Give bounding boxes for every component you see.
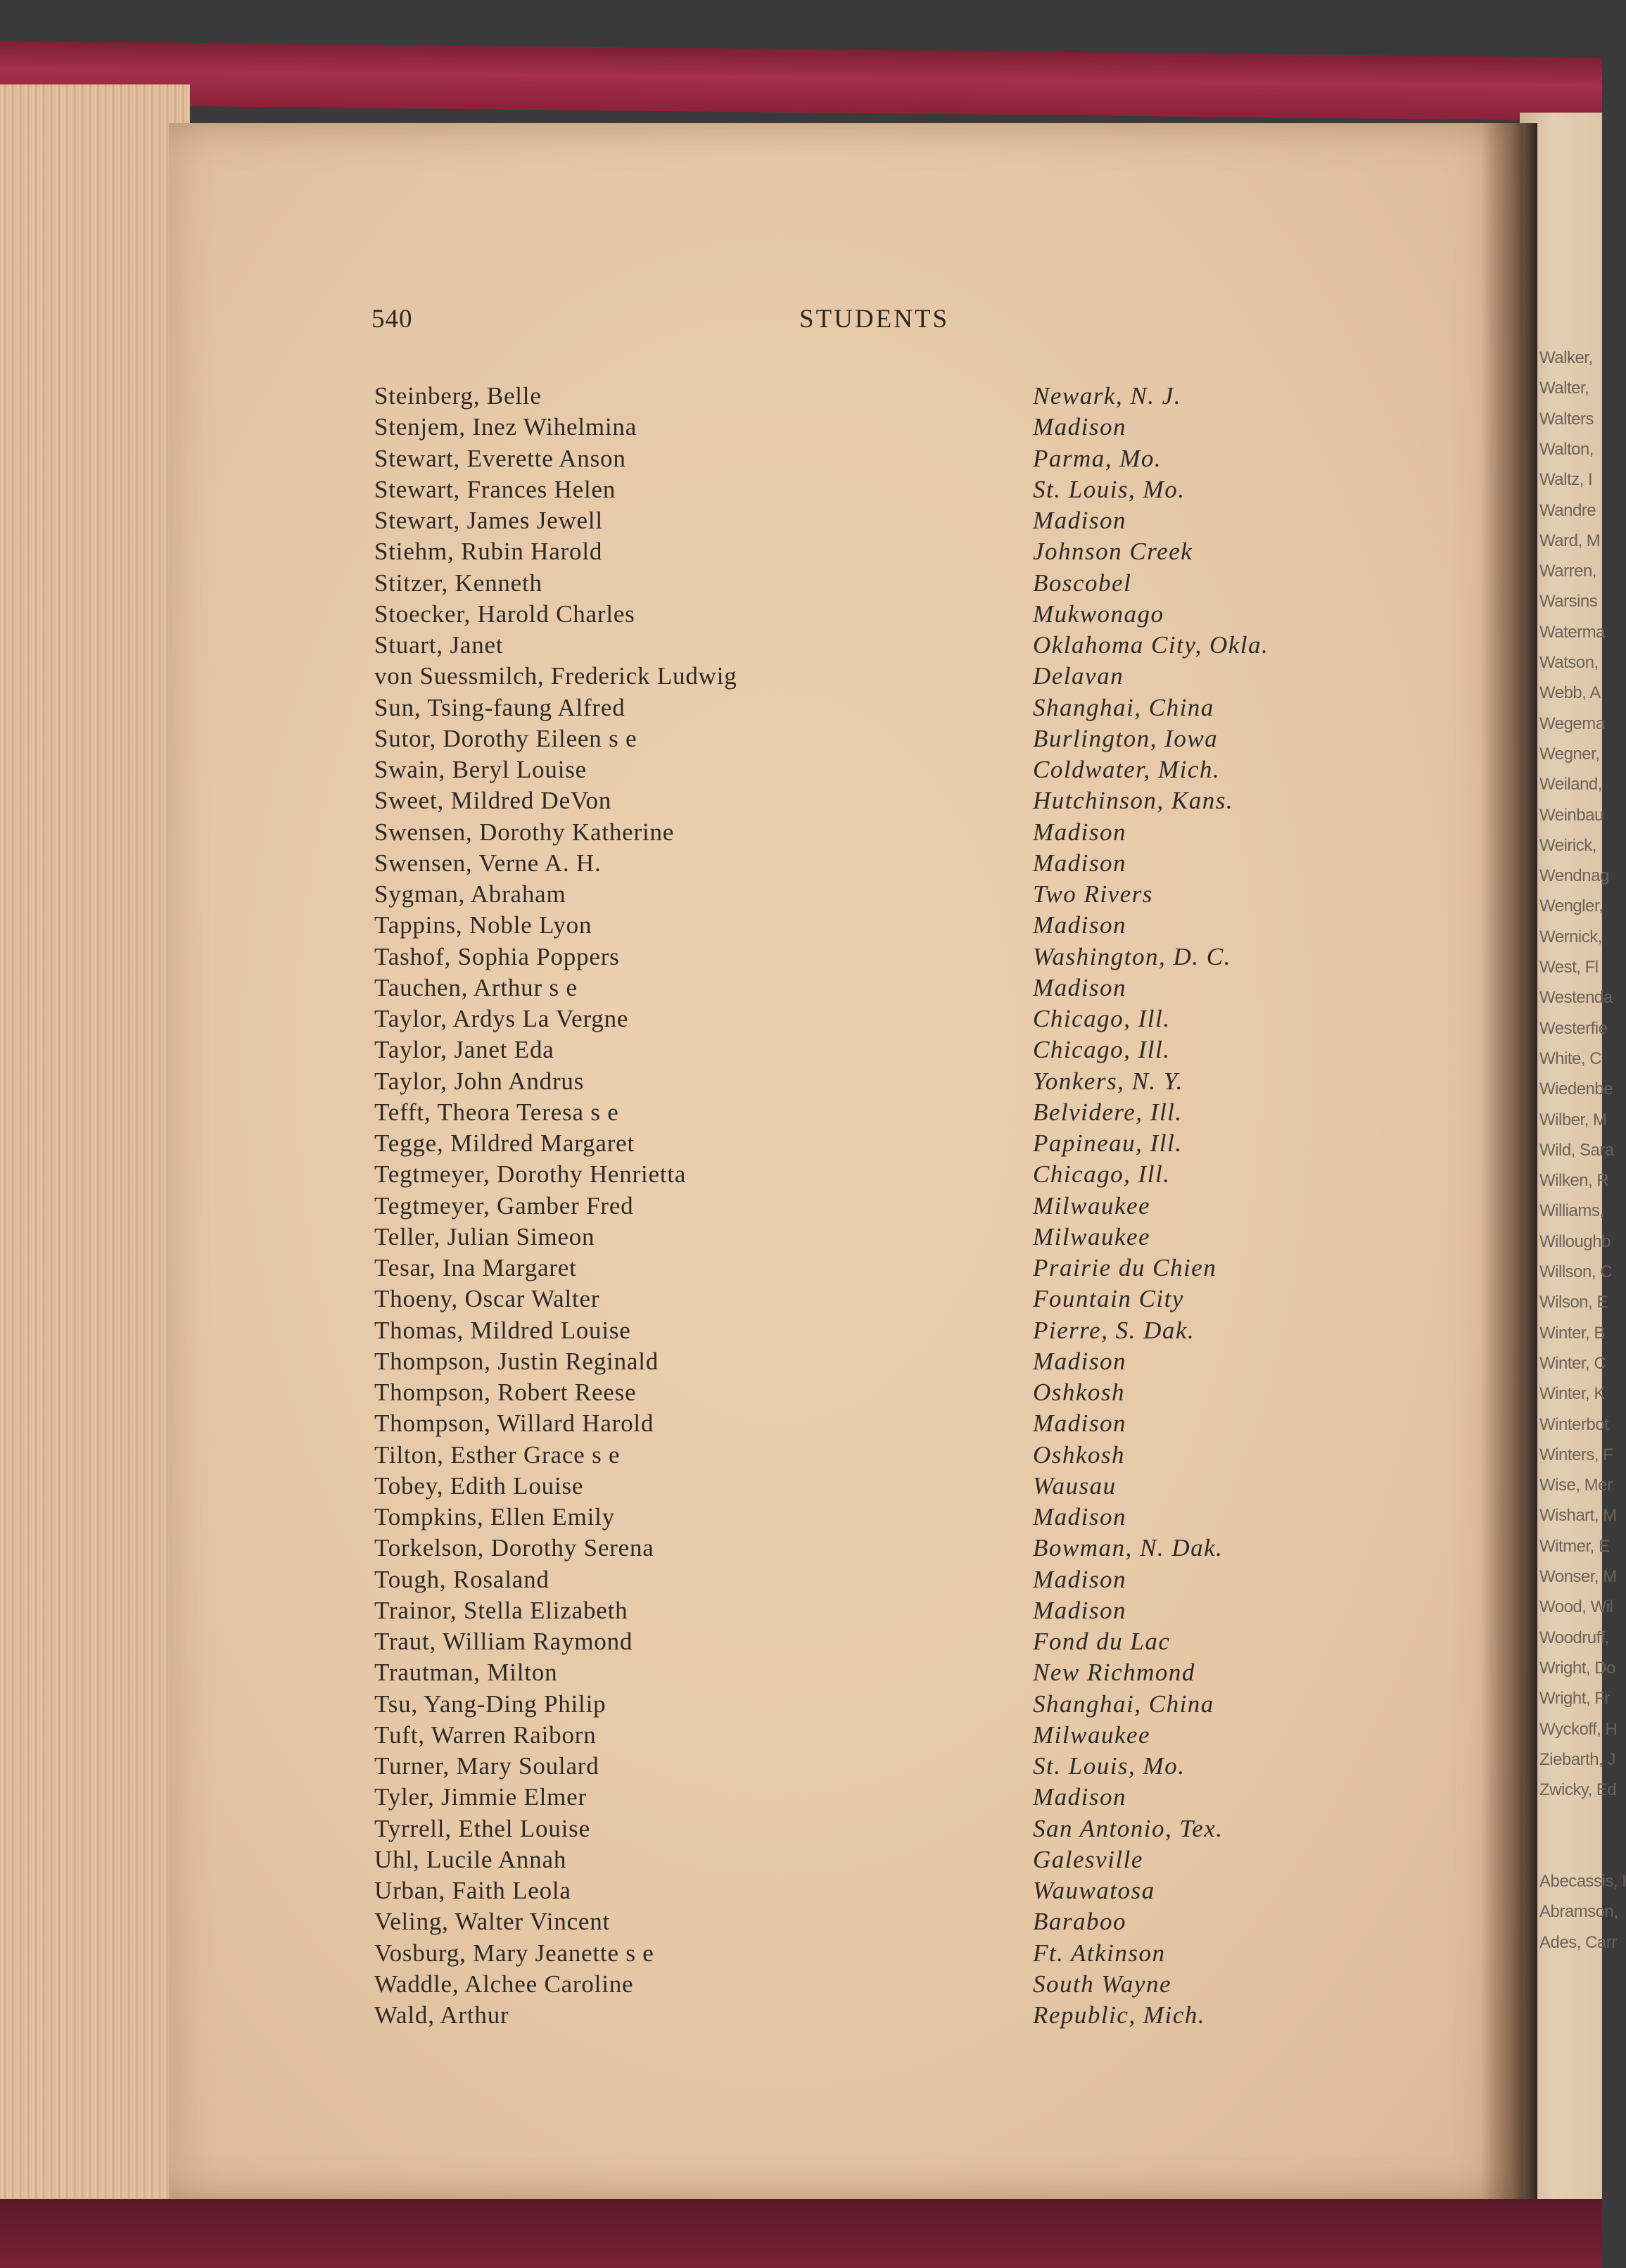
student-row (374, 474, 1359, 505)
student-row (374, 1097, 1359, 1128)
student-hometown: Madison (1033, 818, 1126, 846)
student-hometown: Ft. Atkinson (1033, 1939, 1166, 1967)
student-name: Tesar, Ina Margaret (374, 1254, 577, 1281)
student-row (374, 1502, 1359, 1533)
student-hometown: Bowman, N. Dak. (1033, 1534, 1224, 1562)
facing-page-fragment: Wonser, M (1539, 1567, 1617, 1586)
student-name: Uhl, Lucile Annah (374, 1845, 567, 1873)
student-hometown: Papineau, Ill. (1033, 1129, 1183, 1157)
facing-page-fragment: Watson, (1539, 653, 1599, 672)
student-row (374, 1657, 1359, 1688)
student-row (374, 942, 1359, 973)
student-hometown: Burlington, Iowa (1033, 724, 1219, 752)
student-name: Stewart, James Jewell (374, 507, 603, 534)
student-row (374, 1626, 1359, 1657)
student-hometown: Shanghai, China (1033, 693, 1214, 721)
student-name: Tefft, Theora Teresa s e (374, 1098, 619, 1126)
student-name: Stuart, Janet (374, 631, 504, 659)
student-row (374, 412, 1359, 443)
student-hometown: San Antonio, Tex. (1033, 1814, 1224, 1842)
student-hometown: New Richmond (1033, 1659, 1195, 1687)
facing-page-fragment: Wilber, M (1539, 1110, 1607, 1129)
student-row (374, 1906, 1359, 1937)
student-hometown: Wauwatosa (1033, 1877, 1155, 1904)
student-hometown: Chicago, Ill. (1033, 1005, 1171, 1032)
student-row (374, 2000, 1359, 2031)
student-row (374, 568, 1359, 599)
facing-page-fragment: Wood, Wil (1539, 1597, 1613, 1617)
student-hometown: Milwaukee (1033, 1222, 1151, 1250)
student-row (374, 817, 1359, 848)
facing-page-fragment: Wiedenbe (1539, 1079, 1613, 1099)
student-row (374, 1284, 1359, 1314)
student-row (374, 1471, 1359, 1502)
student-row (374, 381, 1359, 412)
student-row (374, 1689, 1359, 1720)
student-name: Sweet, Mildred DeVon (374, 787, 612, 815)
facing-page-fragment: Westenda (1539, 988, 1613, 1008)
student-row (374, 1253, 1359, 1284)
student-hometown: South Wayne (1033, 1970, 1171, 1998)
facing-page-fragment: Willson, C (1539, 1262, 1613, 1281)
facing-page-fragment: Abramson, (1539, 1902, 1618, 1922)
student-name: Taylor, John Andrus (374, 1067, 585, 1095)
student-row (374, 1191, 1359, 1222)
student-row (374, 1408, 1359, 1439)
student-name: Tompkins, Ellen Emily (374, 1503, 615, 1531)
student-row (374, 848, 1359, 879)
student-hometown: Fountain City (1033, 1285, 1184, 1313)
student-name: Swain, Beryl Louise (374, 756, 587, 783)
facing-page-fragment: Webb, A (1539, 683, 1601, 703)
student-row (374, 1128, 1359, 1159)
page-gutter-shadow (1481, 123, 1537, 2199)
student-row (374, 1938, 1359, 1969)
facing-page-fragment: Zwicky, Ed (1539, 1780, 1617, 1800)
student-row (374, 1222, 1359, 1253)
facing-page-fragment: Winter, C (1539, 1353, 1606, 1373)
facing-page-fragment: Winter, B (1539, 1323, 1605, 1343)
facing-page-fragment: Wegner, (1539, 744, 1600, 764)
binding-cloth-top (0, 41, 1602, 121)
student-row (374, 536, 1359, 567)
student-name: Thompson, Willard Harold (374, 1409, 654, 1438)
facing-page-fragment: Wild, Sara (1539, 1140, 1614, 1160)
facing-page-fragment: Weinbau (1539, 805, 1603, 825)
student-hometown: Madison (1033, 1503, 1126, 1531)
facing-page-fragment: Winterbot (1539, 1414, 1609, 1434)
student-list (374, 381, 1359, 2031)
student-hometown: Newark, N. J. (1033, 382, 1182, 410)
facing-page-fragment: Walter, (1539, 379, 1589, 398)
student-hometown: Madison (1033, 911, 1126, 939)
student-name: Thomas, Mildred Louise (374, 1316, 631, 1344)
facing-page-fragment: Westerfie (1539, 1018, 1608, 1038)
student-hometown: Boscobel (1033, 569, 1132, 597)
student-hometown: Washington, D. C. (1033, 942, 1231, 970)
facing-page-fragment: Wyckoff, H (1539, 1719, 1618, 1739)
facing-page-fragment: Wernick, (1539, 927, 1602, 946)
student-name: Traut, William Raymond (374, 1628, 633, 1655)
student-hometown: Madison (1033, 507, 1126, 534)
student-row (374, 1595, 1359, 1626)
student-name: Swensen, Dorothy Katherine (374, 818, 675, 846)
student-hometown: Baraboo (1033, 1908, 1126, 1936)
facing-page-fragment: Wandre (1539, 500, 1596, 520)
student-name: Sygman, Abraham (374, 880, 566, 908)
student-row (374, 910, 1359, 941)
facing-page-fragment: Warsins (1539, 592, 1598, 612)
student-name: von Suessmilch, Frederick Ludwig (374, 662, 737, 690)
student-name: Tegtmeyer, Dorothy Henrietta (374, 1160, 687, 1189)
facing-page-fragment: Waterma (1539, 622, 1605, 642)
facing-page-fragment: Ward, M (1539, 531, 1601, 550)
student-row (374, 1782, 1359, 1813)
facing-page-fragment: Weirick, (1539, 835, 1596, 855)
student-name: Stiehm, Rubin Harold (374, 538, 603, 566)
student-name: Thompson, Robert Reese (374, 1379, 637, 1406)
facing-page-fragment: West, Fl (1539, 958, 1599, 977)
student-hometown: Oshkosh (1033, 1379, 1126, 1406)
facing-page-fragment: White, C (1539, 1049, 1602, 1068)
facing-page-fragment: Wendnag (1539, 866, 1609, 886)
student-name: Tyler, Jimmie Elmer (374, 1783, 587, 1811)
student-name: Trainor, Stella Elizabeth (374, 1596, 628, 1624)
student-hometown: Pierre, S. Dak. (1033, 1316, 1195, 1344)
student-hometown: Johnson Creek (1033, 538, 1193, 566)
student-hometown: Fond du Lac (1033, 1628, 1171, 1655)
facing-page-fragment: Waltz, I (1539, 470, 1593, 490)
student-hometown: St. Louis, Mo. (1033, 1752, 1186, 1780)
facing-page-fragment: Wise, Mer (1539, 1476, 1613, 1495)
student-hometown: Coldwater, Mich. (1033, 756, 1221, 783)
student-hometown: Shanghai, China (1033, 1690, 1214, 1718)
student-hometown: Parma, Mo. (1033, 444, 1162, 472)
student-name: Teller, Julian Simeon (374, 1222, 595, 1250)
facing-page-fragment: Walton, (1539, 439, 1594, 459)
student-name: Sun, Tsing-faung Alfred (374, 693, 625, 721)
student-row (374, 505, 1359, 536)
page-number: 540 (371, 305, 413, 334)
student-name: Taylor, Ardys La Vergne (374, 1005, 629, 1032)
facing-page-fragment: Williams, (1539, 1201, 1604, 1221)
student-row (374, 723, 1359, 754)
student-row (374, 1440, 1359, 1471)
student-name: Stewart, Everette Anson (374, 444, 626, 472)
facing-page-fragment: Wishart, M (1539, 1506, 1617, 1526)
student-hometown: Hutchinson, Kans. (1033, 787, 1234, 815)
facing-page-fragment: Abecassis, I (1539, 1872, 1626, 1891)
facing-page-fragment: Walters (1539, 409, 1594, 429)
facing-page-fragment: Witmer, E (1539, 1536, 1610, 1556)
student-row (374, 785, 1359, 816)
student-name: Stitzer, Kenneth (374, 569, 542, 597)
student-row (374, 1533, 1359, 1564)
student-hometown: Madison (1033, 1565, 1126, 1593)
student-hometown: Republic, Mich. (1033, 2001, 1206, 2029)
student-row (374, 630, 1359, 661)
facing-page-fragment: Woodruff, (1539, 1628, 1609, 1647)
student-row (374, 879, 1359, 910)
student-row (374, 1315, 1359, 1346)
facing-page-fragment: Weiland, (1539, 775, 1602, 794)
student-hometown: Chicago, Ill. (1033, 1036, 1171, 1064)
student-row (374, 973, 1359, 1003)
student-hometown: Madison (1033, 1347, 1126, 1375)
student-row (374, 1844, 1359, 1875)
student-row (374, 1813, 1359, 1844)
student-name: Tegge, Mildred Margaret (374, 1129, 635, 1157)
student-hometown: Madison (1033, 413, 1126, 441)
student-name: Swensen, Verne A. H. (374, 849, 602, 877)
student-name: Veling, Walter Vincent (374, 1908, 611, 1936)
facing-page-fragment: Winters, F (1539, 1445, 1613, 1464)
facing-page-fragment: Ziebarth, J (1539, 1749, 1615, 1769)
student-hometown: Prairie du Chien (1033, 1254, 1217, 1281)
student-name: Wald, Arthur (374, 2001, 509, 2029)
facing-page-fragment: Wilken, R (1539, 1171, 1609, 1191)
student-name: Vosburg, Mary Jeanette s e (374, 1939, 654, 1967)
student-name: Turner, Mary Soulard (374, 1752, 599, 1780)
student-name: Tashof, Sophia Poppers (374, 942, 620, 970)
student-name: Stenjem, Inez Wihelmina (374, 413, 637, 441)
student-name: Waddle, Alchee Caroline (374, 1970, 634, 1998)
student-name: Tough, Rosaland (374, 1565, 550, 1593)
facing-page-fragment: Wegema (1539, 714, 1605, 733)
student-name: Stoecker, Harold Charles (374, 600, 635, 628)
student-hometown: Galesville (1033, 1845, 1143, 1873)
student-row (374, 1346, 1359, 1377)
student-row (374, 1377, 1359, 1408)
facing-page-fragment: Wright, Fr (1539, 1689, 1610, 1709)
student-row (374, 599, 1359, 630)
student-row (374, 1564, 1359, 1595)
facing-page-fragment: Ades, Carr (1539, 1932, 1617, 1952)
student-row (374, 1969, 1359, 2000)
student-name: Thoeny, Oscar Walter (374, 1285, 600, 1313)
student-row (374, 1720, 1359, 1751)
student-hometown: Madison (1033, 1409, 1126, 1438)
student-hometown: Madison (1033, 1783, 1126, 1811)
student-row (374, 1066, 1359, 1097)
student-hometown: Delavan (1033, 662, 1124, 690)
facing-page-fragment: Walker, (1539, 348, 1593, 367)
student-hometown: Madison (1033, 849, 1126, 877)
student-name: Tsu, Yang-Ding Philip (374, 1690, 606, 1718)
student-hometown: Mukwonago (1033, 600, 1164, 628)
facing-page-fragment: Warren, (1539, 562, 1596, 581)
student-name: Tyrrell, Ethel Louise (374, 1814, 590, 1842)
student-name: Taylor, Janet Eda (374, 1036, 554, 1064)
student-name: Tuft, Warren Raiborn (374, 1721, 597, 1749)
student-hometown: Oshkosh (1033, 1440, 1126, 1469)
student-hometown: Chicago, Ill. (1033, 1160, 1171, 1189)
student-hometown: Belvidere, Ill. (1033, 1098, 1183, 1126)
facing-page-fragment: Wengler, (1539, 897, 1603, 916)
facing-page-fragment: Wilson, E (1539, 1293, 1608, 1312)
student-name: Tobey, Edith Louise (374, 1471, 584, 1500)
student-name: Steinberg, Belle (374, 382, 542, 410)
student-hometown: Madison (1033, 1596, 1126, 1624)
student-row (374, 661, 1359, 692)
binding-cloth-bottom (0, 2199, 1602, 2268)
student-hometown: Yonkers, N. Y. (1033, 1067, 1183, 1095)
student-row (374, 1003, 1359, 1034)
student-hometown: Wausau (1033, 1471, 1117, 1500)
student-name: Trautman, Milton (374, 1659, 558, 1687)
student-row (374, 1751, 1359, 1782)
student-row (374, 443, 1359, 474)
student-row (374, 1034, 1359, 1065)
student-hometown: Oklahoma City, Okla. (1033, 631, 1269, 659)
student-row (374, 1875, 1359, 1906)
student-hometown: Madison (1033, 973, 1126, 1001)
student-row (374, 692, 1359, 723)
student-name: Tappins, Noble Lyon (374, 911, 592, 939)
facing-page-fragment: Wright, Do (1539, 1658, 1615, 1678)
facing-page-fragment: Winter, K (1539, 1384, 1605, 1404)
student-name: Sutor, Dorothy Eileen s e (374, 724, 637, 752)
page-edges-left (0, 84, 190, 2217)
student-name: Tegtmeyer, Gamber Fred (374, 1191, 634, 1219)
student-name: Thompson, Justin Reginald (374, 1347, 659, 1375)
student-hometown: Milwaukee (1033, 1721, 1151, 1749)
student-row (374, 1159, 1359, 1190)
student-hometown: Milwaukee (1033, 1191, 1151, 1219)
student-name: Urban, Faith Leola (374, 1877, 571, 1904)
student-name: Torkelson, Dorothy Serena (374, 1534, 654, 1562)
page-header (371, 304, 991, 339)
student-hometown: Two Rivers (1033, 880, 1153, 908)
student-name: Tilton, Esther Grace s e (374, 1440, 621, 1469)
student-name: Tauchen, Arthur s e (374, 973, 578, 1001)
student-hometown: St. Louis, Mo. (1033, 475, 1186, 503)
student-row (374, 754, 1359, 785)
running-title: STUDENTS (799, 305, 950, 334)
facing-page-fragment: Willoughb (1539, 1231, 1611, 1251)
student-name: Stewart, Frances Helen (374, 475, 616, 503)
